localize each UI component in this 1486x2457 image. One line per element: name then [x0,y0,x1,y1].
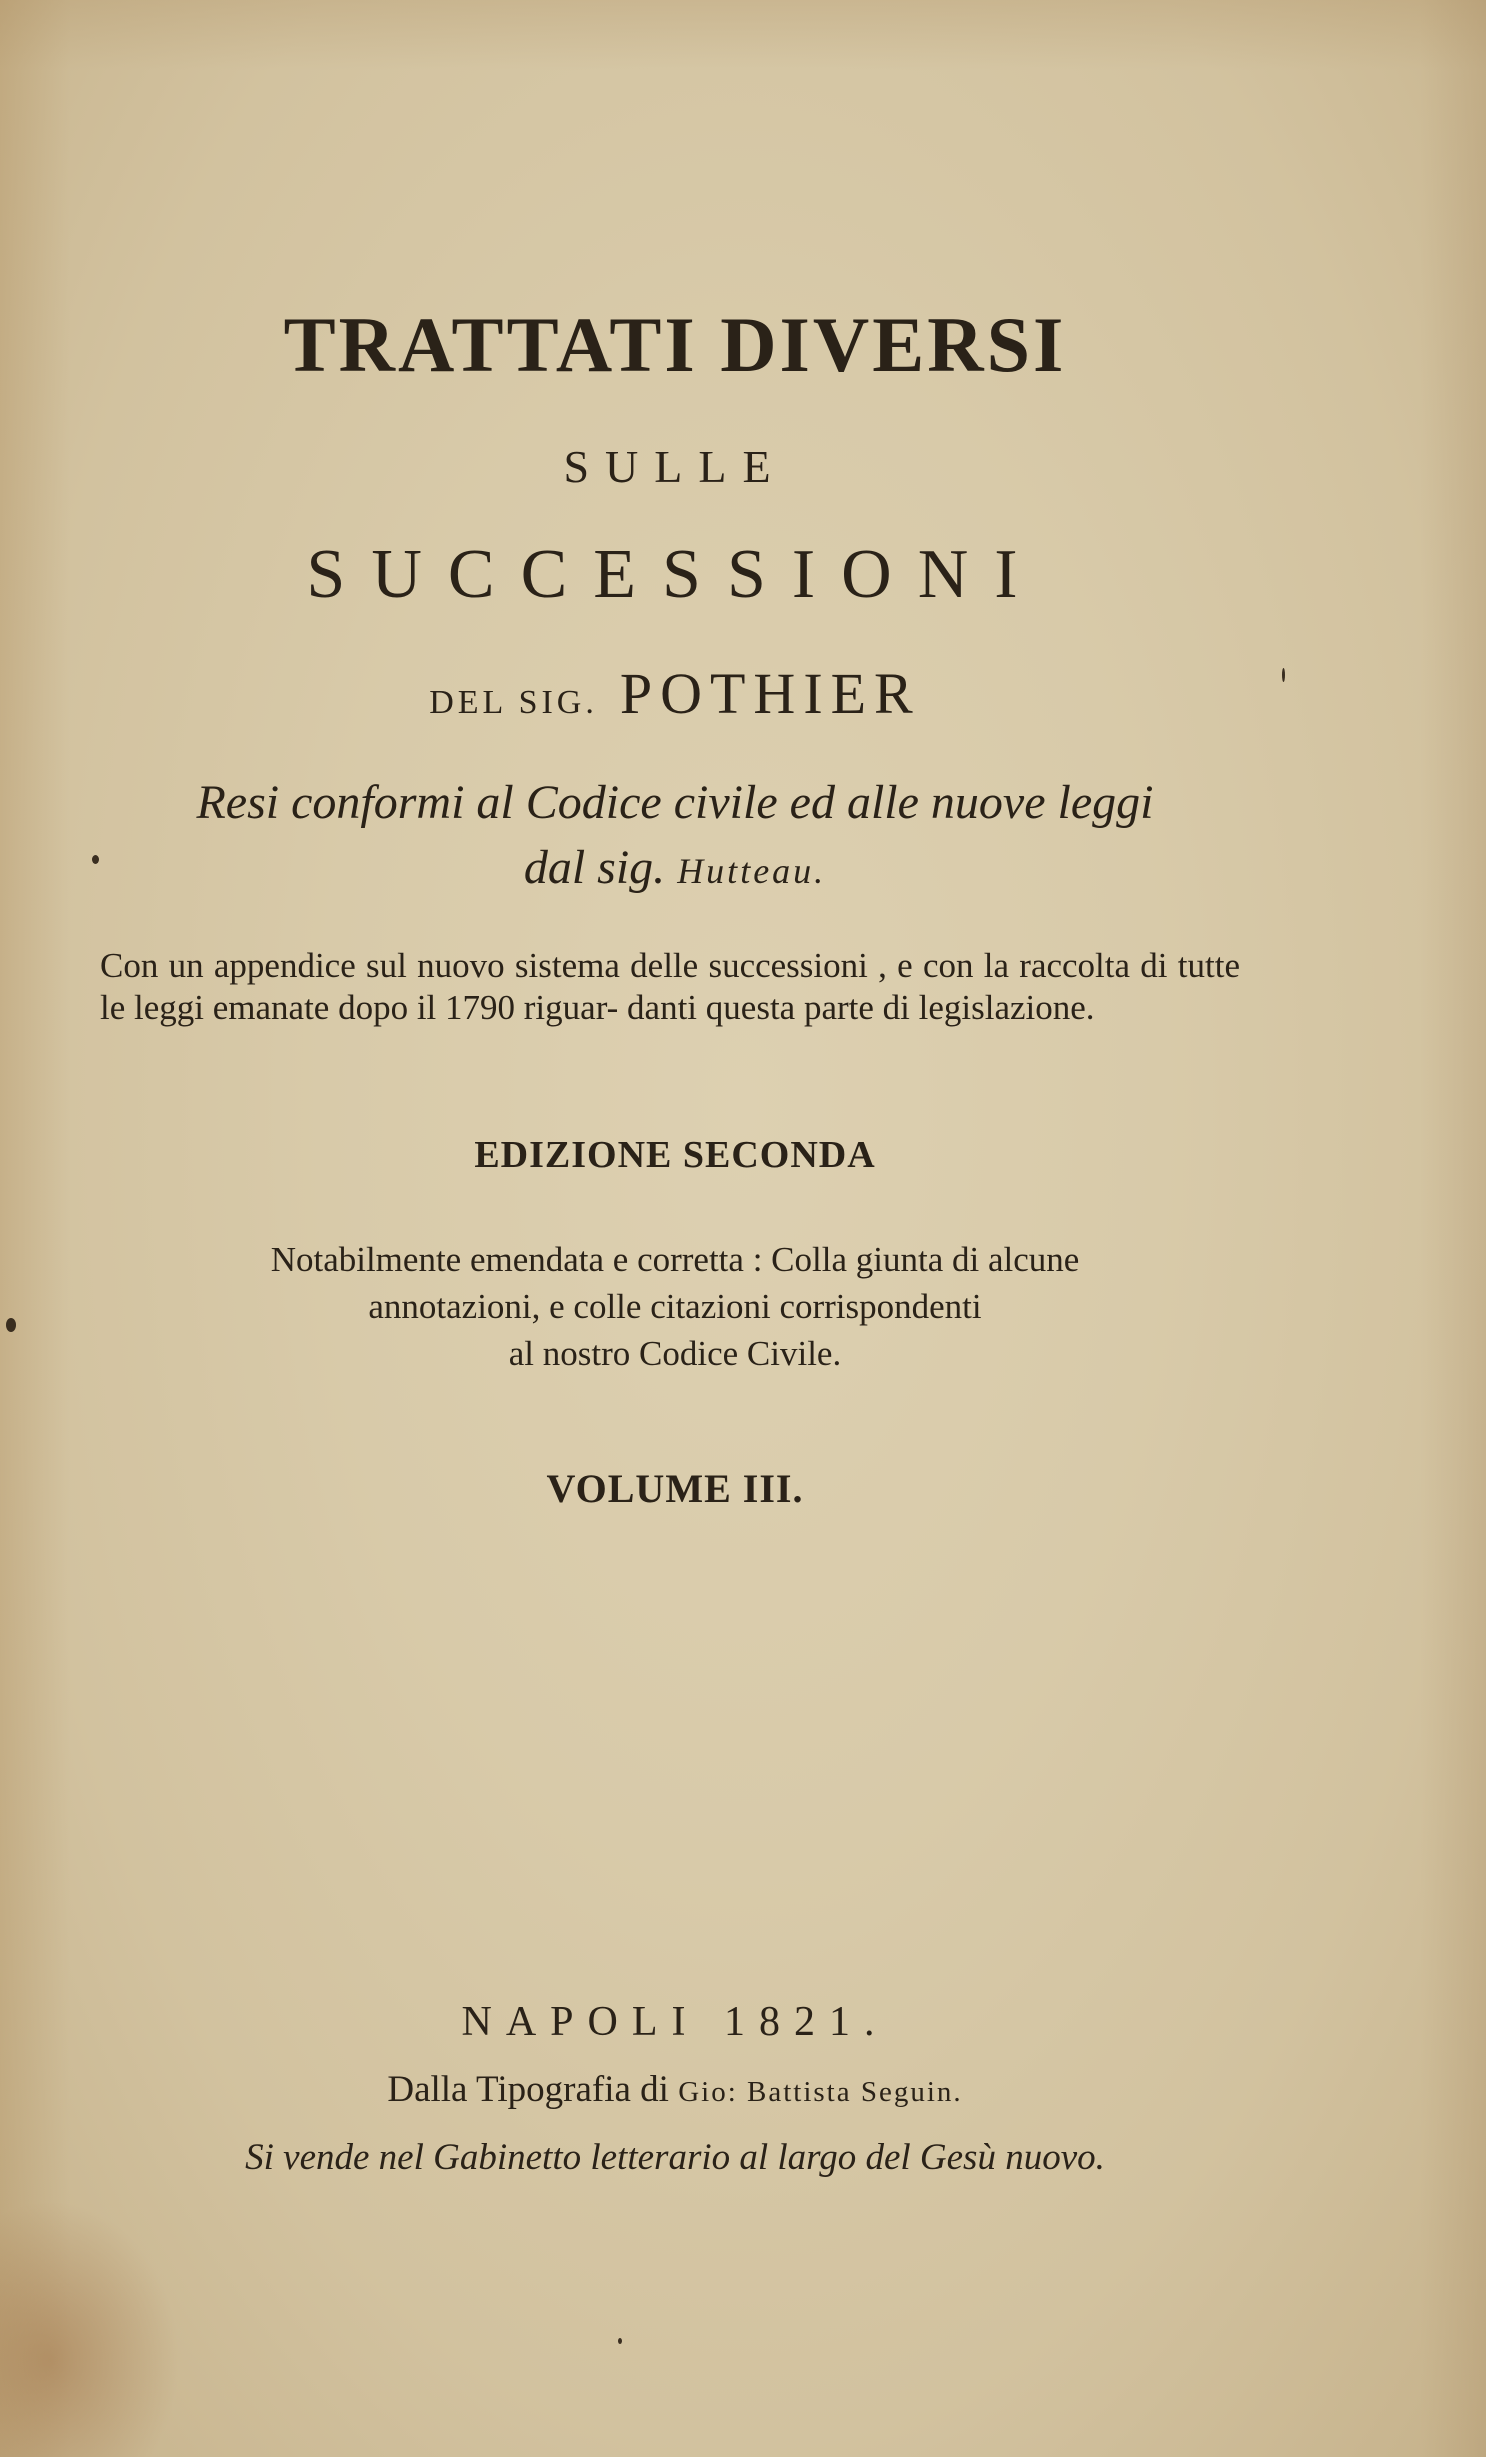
printer-name: Gio: Battista Seguin. [678,2076,963,2108]
ink-speck [618,2338,622,2344]
edition-note-line-1: Notabilmente emendata e corretta : Colla giunta di alcune [270,1240,1080,1279]
book-title: TRATTATI DIVERSI [283,301,1067,388]
author-line [0,660,1350,727]
book-subject: SUCCESSIONI [306,536,1044,613]
imprint-sale-note: Si vende nel Gabinetto letterario al largo del Gesù nuovo. [245,2137,1105,2178]
conformity-line-2 [0,840,1350,895]
ink-speck [1282,668,1285,682]
edge-toning-right [1420,0,1486,2457]
ink-speck [92,855,99,864]
author-prefix: DEL SIG. [429,684,598,721]
edition-note-line-2: annotazioni, e colle citazioni corrispondenti [368,1287,982,1326]
imprint-place-year: NAPOLI 1821. [461,1999,889,2045]
appendix-paragraph: Con un appendice sul nuovo sistema delle successioni , e con la raccolta di tutte le leggi emanate dopo il 1790 riguar- danti questa parte di legislazione. [100,946,1240,1027]
foxing-stain [0,2200,180,2457]
ink-speck [6,1318,16,1332]
author-name: POTHIER [619,661,921,726]
edition-heading: EDIZIONE SECONDA [474,1134,876,1176]
imprint-printer [0,2068,1350,2111]
edition-note-line-3: al nostro Codice Civile. [508,1334,842,1373]
printer-prefix: Dalla Tipografia di [387,2069,669,2110]
conformity-line-1: Resi conformi al Codice civile ed alle nuove leggi [196,776,1154,829]
conformity-prefix: dal sig. [523,841,666,894]
volume-number: VOLUME III. [546,1466,804,1511]
title-connector: SULLE [563,441,787,492]
edge-toning-top [0,0,1486,70]
conformity-editor: Hutteau. [677,851,827,891]
